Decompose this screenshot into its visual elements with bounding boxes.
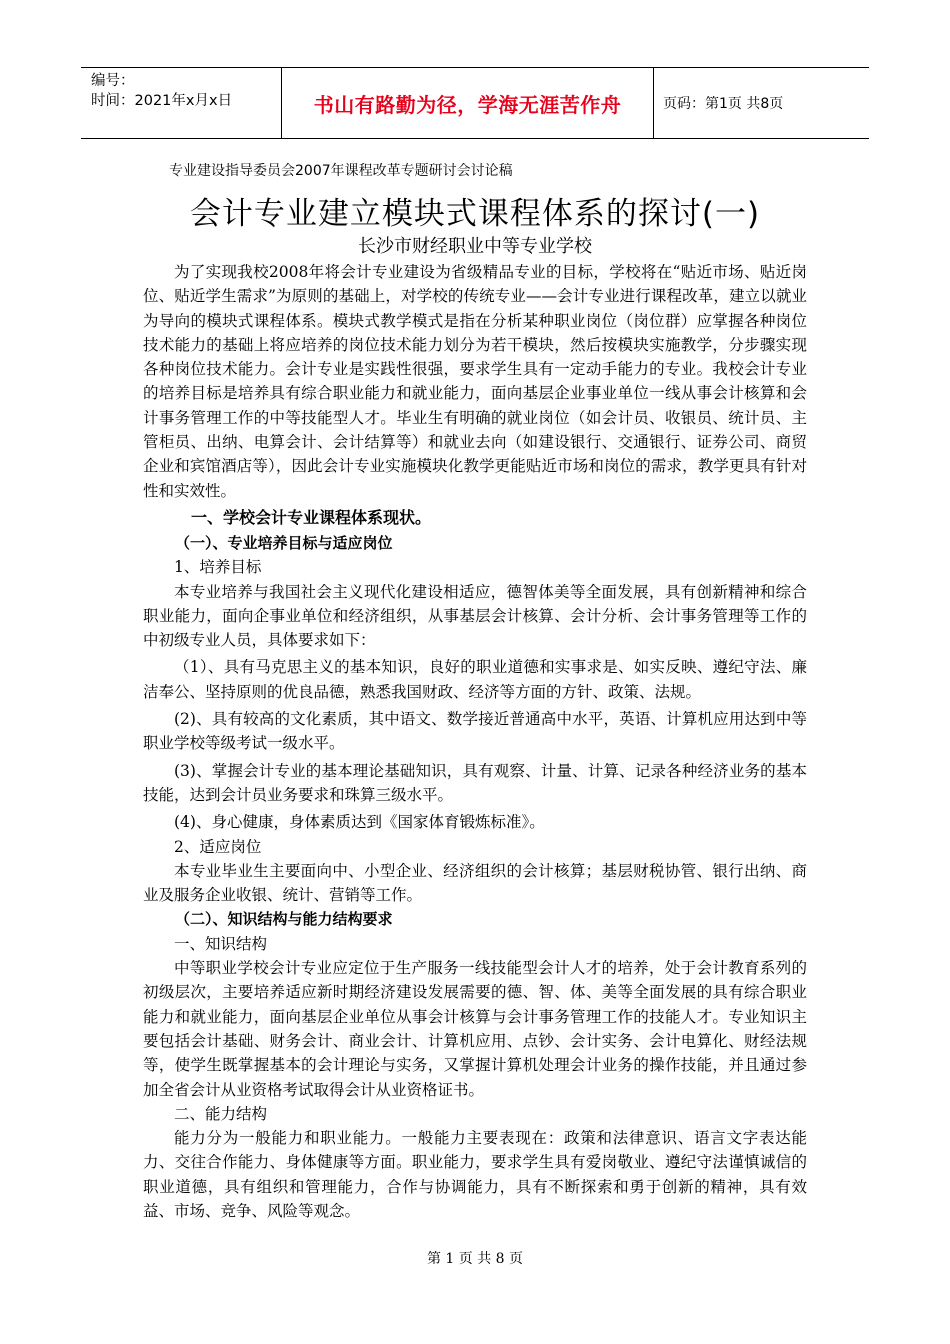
number-label: 编号：	[91, 73, 135, 89]
section-heading-1: 一、学校会计专业课程体系现状。	[191, 507, 432, 527]
item-heading-ability: 二、能力结构	[174, 1104, 268, 1123]
document-body	[143, 260, 807, 1223]
time-label: 时间：2021年x月x日	[91, 93, 233, 109]
item-heading-knowledge: 一、知识结构	[174, 934, 268, 953]
requirement-1: （1）、具有马克思主义的基本知识，良好的职业道德和实事求是、如实反映、遵纪守法、廉洁奉公、坚持原则的优良品德，熟悉我国财政、经济等方面的方针、政策、法规。	[143, 658, 807, 701]
goal-paragraph: 本专业培养与我国社会主义现代化建设相适应，德智体美等全面发展，具有创新精神和综合职业能力，面向企事业单位和经济组织，从事基层会计核算、会计分析、会计事务管理等工作的中初级专业人员，具体要求如下：	[143, 582, 807, 650]
item-heading-goal: 1、培养目标	[174, 558, 262, 577]
ability-paragraph: 能力分为一般能力和职业能力。一般能力主要表现在：政策和法律意识、语言文字表达能力、交往合作能力、身体健康等方面。职业能力，要求学生具有爱岗敬业、遵纪守法谨慎诚信的职业道德，具有组织和管理能力，合作与协调能力，具有不断探索和勇于创新的精神，具有效益、市场、竞争、风险等观念。	[143, 1129, 807, 1220]
intro-paragraph: 为了实现我校2008年将会计专业建设为省级精品专业的目标，学校将在“贴近市场、贴近岗位、贴近学生需求”为原则的基础上，对学校的传统专业——会计专业进行课程改革，建立以就业为导向的模块式课程体系。模块式教学模式是指在分析某种职业岗位（岗位群）应掌握各种岗位技术能力的基础上将应培养的岗位技术能力划分为若干模块，然后按模块实施教学，分步骤实现各种岗位技术能力。会计专业是实践性很强，要求学生具有一定动手能力的专业。我校会计专业的培养目标是培养具有综合职业能力和就业能力，面向基层企业事业单位一线从事会计核算和会计事务管理工作的中等技能型人才。毕业生有明确的就业岗位（如会计员、收银员、统计员、主管柜员、出纳、电算会计、会计结算等）和就业去向（如建设银行、交通银行、证券公司、商贸企业和宾馆酒店等），因此会计专业实施模块化教学更能贴近市场和岗位的需求，教学更具有针对性和实效性。	[143, 263, 807, 500]
header-page-info: 页码：第1页 共8页	[663, 96, 784, 112]
requirement-2: (2)、具有较高的文化素质，其中语文、数学接近普通高中水平，英语、计算机应用达到中等职业学校等级考试一级水平。	[143, 710, 807, 753]
item-heading-posts: 2、适应岗位	[174, 837, 262, 856]
document-title: 会计专业建立模块式课程体系的探讨(一)	[189, 196, 761, 232]
header-meta-cell	[81, 68, 282, 138]
posts-paragraph: 本专业毕业生主要面向中、小型企业、经济组织的会计核算；基层财税协管、银行出纳、商业及服务企业收银、统计、营销等工作。	[143, 861, 807, 905]
subsection-heading-2: （二）、知识结构与能力结构要求	[175, 910, 393, 929]
knowledge-paragraph: 中等职业学校会计专业应定位于生产服务一线技能型会计人才的培养，处于会计教育系列的初级层次，主要培养适应新时期经济建设发展需要的德、智、体、美等全面发展的具有综合职业能力和就业能力，面向基层企业单位从事会计核算与会计事务管理工作的技能人才。专业知识主要包括会计基础、财务会计、商业会计、计算机应用、点钞、会计实务、会计电算化、财经法规等，使学生既掌握基本的会计理论与实务，又掌握计算机处理会计业务的操作技能，并且通过参加全省会计从业资格考试取得会计从业资格证书。	[143, 959, 807, 1099]
subsection-heading-1: （一）、专业培养目标与适应岗位	[175, 533, 393, 552]
pretitle: 专业建设指导委员会2007年课程改革专题研讨会讨论稿	[169, 163, 513, 179]
requirement-4: (4)、身心健康，身体素质达到《国家体育锻炼标准》。	[174, 813, 545, 832]
page-footer: 第 1 页 共 8 页	[426, 1251, 524, 1267]
header-motto: 书山有路勤为径，学海无涯苦作舟	[282, 68, 654, 138]
school-name: 长沙市财经职业中等专业学校	[358, 236, 592, 257]
document-header	[81, 67, 869, 139]
requirement-3: (3)、掌握会计专业的基本理论基础知识，具有观察、计量、计算、记录各种经济业务的基本技能，达到会计员业务要求和珠算三级水平。	[143, 761, 807, 804]
